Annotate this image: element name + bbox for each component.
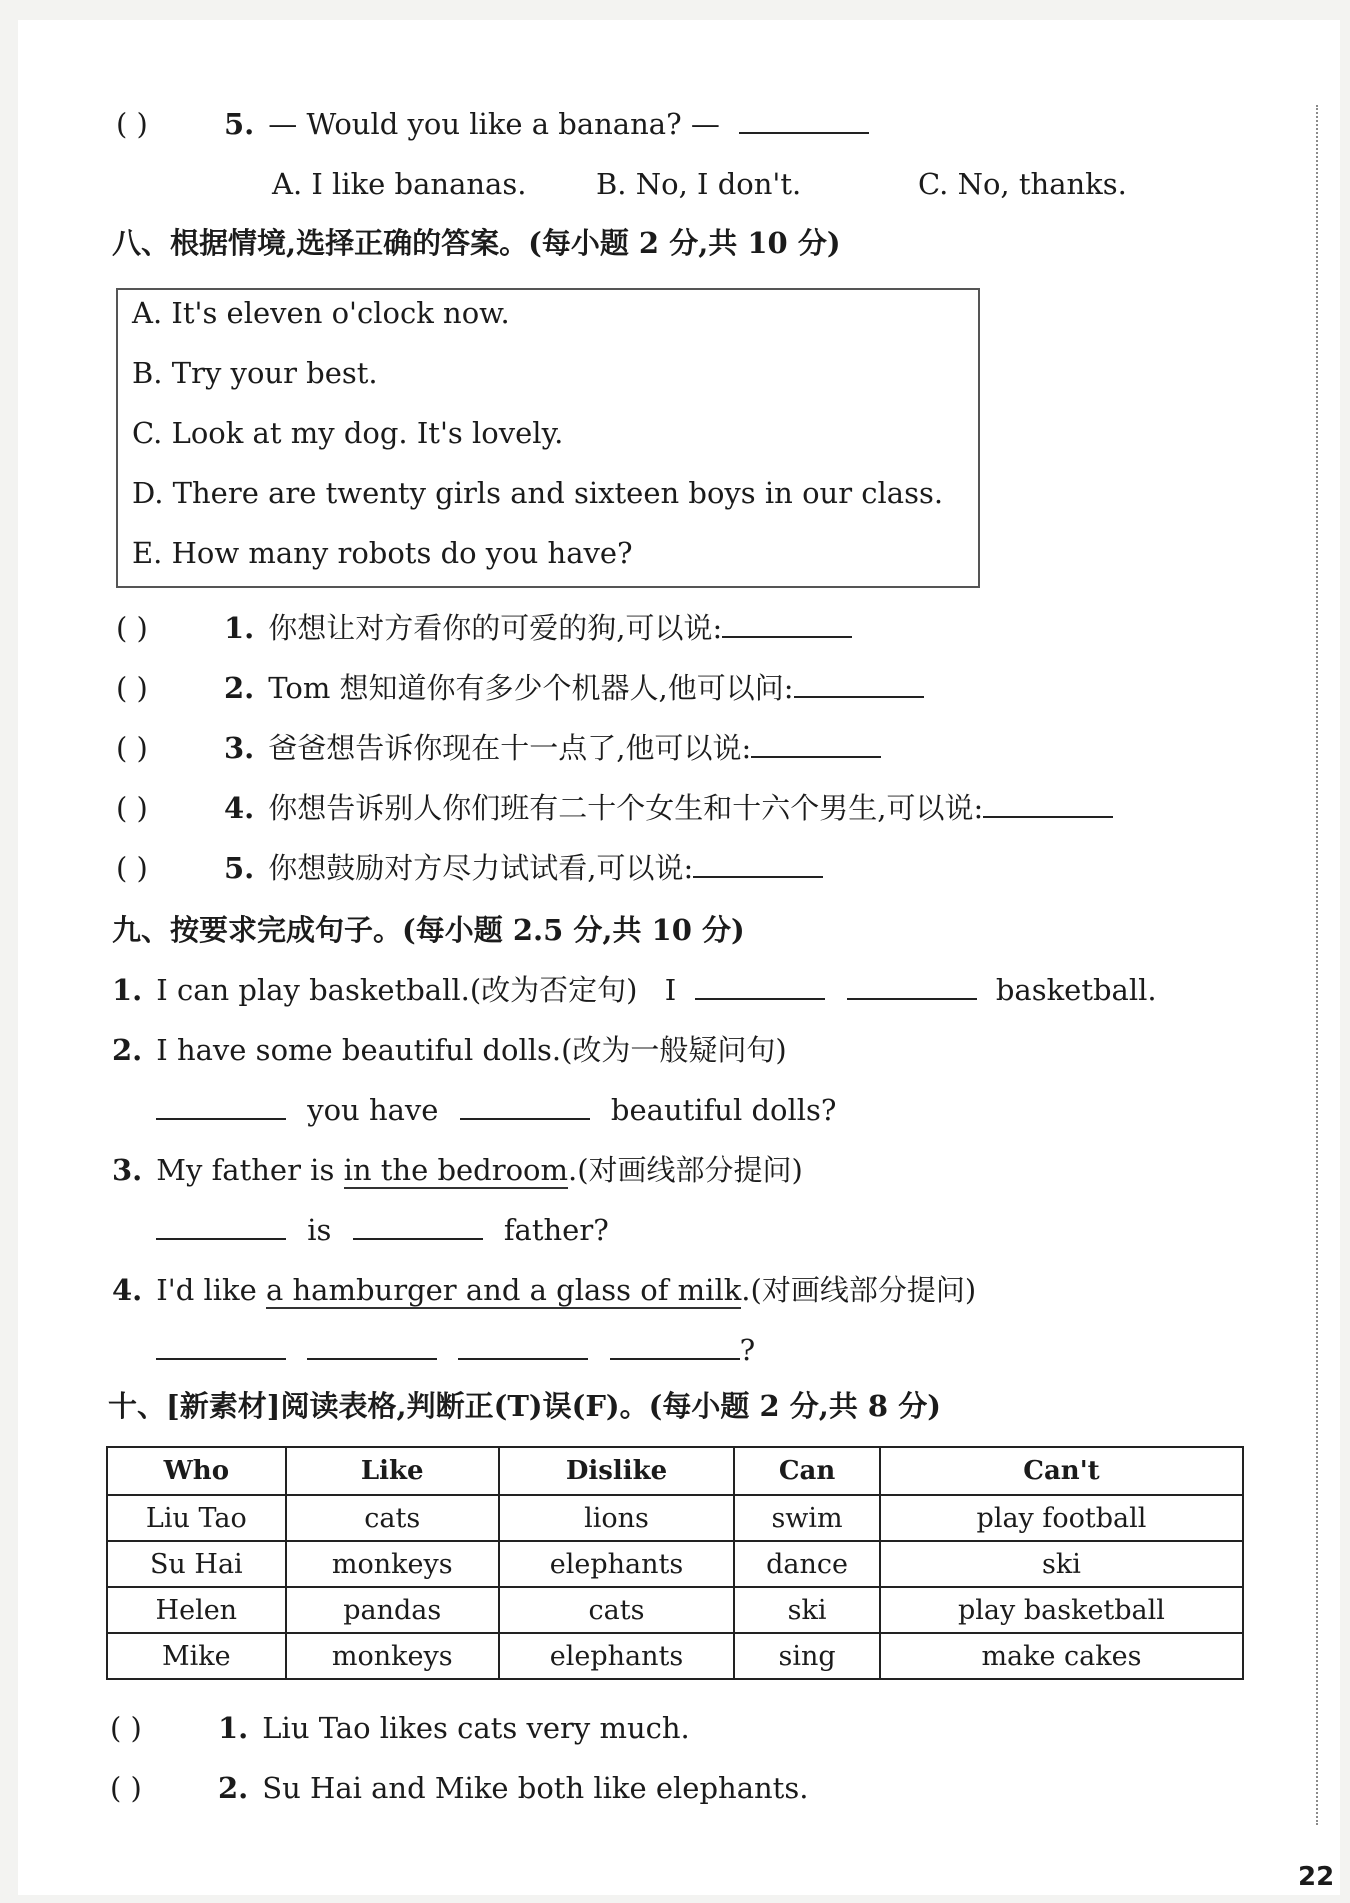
box-option-b: B. Try your best.	[132, 356, 378, 390]
answer-blank[interactable]	[353, 1212, 483, 1240]
table-row	[107, 1495, 1243, 1541]
item-number: 5.	[224, 851, 255, 885]
question-text-pre: I'd like	[156, 1273, 266, 1307]
item-text: Su Hai and Mike both like elephants.	[262, 1771, 809, 1805]
answer-paren[interactable]: ( )	[116, 107, 148, 141]
item-number: 2.	[224, 671, 255, 705]
answer-blank[interactable]	[610, 1332, 740, 1360]
item-number: 5.	[224, 107, 255, 141]
answer-paren[interactable]: ( )	[110, 1771, 142, 1805]
section10-heading: 十、[新素材]阅读表格,判断正(T)误(F)。(每小题 2 分,共 8 分)	[108, 1389, 941, 1423]
section9-q4	[112, 1272, 976, 1308]
question-number: 2.	[112, 1033, 143, 1067]
q7-item5	[116, 106, 869, 142]
header-cant: Can't	[880, 1447, 1243, 1495]
q7-item5-options	[272, 166, 1127, 202]
section8-item2	[116, 670, 924, 706]
answer-blank[interactable]	[983, 790, 1113, 818]
section9-q2	[112, 1032, 787, 1068]
section8-item4	[116, 790, 1113, 826]
underlined-phrase: a hamburger and a glass of milk	[266, 1273, 742, 1307]
item-text: 你想告诉别人你们班有二十个女生和十六个男生,可以说:	[268, 791, 984, 825]
table-cell: Mike	[107, 1633, 286, 1679]
question-number: 1.	[112, 973, 143, 1007]
answer-blank[interactable]	[794, 670, 924, 698]
header-dislike: Dislike	[499, 1447, 734, 1495]
table-cell: elephants	[499, 1541, 734, 1587]
table-cell: Liu Tao	[107, 1495, 286, 1541]
answer-blank[interactable]	[847, 972, 977, 1000]
item-number: 3.	[224, 731, 255, 765]
answer-blank[interactable]	[156, 1092, 286, 1120]
item-number: 1.	[218, 1711, 249, 1745]
question-text: — Would you like a banana? —	[268, 107, 720, 141]
answer-blank[interactable]	[751, 730, 881, 758]
table-cell: lions	[499, 1495, 734, 1541]
item-number: 4.	[224, 791, 255, 825]
table-cell: elephants	[499, 1633, 734, 1679]
answer-blank[interactable]	[722, 610, 852, 638]
answer-blank[interactable]	[307, 1332, 437, 1360]
header-who: Who	[107, 1447, 286, 1495]
table-cell: pandas	[286, 1587, 499, 1633]
section9-heading: 九、按要求完成句子。(每小题 2.5 分,共 10 分)	[112, 913, 745, 947]
table-row	[107, 1541, 1243, 1587]
answer-end: father?	[503, 1213, 609, 1247]
heading-rest: 阅读表格,判断正(T)误(F)。(每小题 2 分,共 8 分)	[280, 1389, 941, 1423]
answer-end: beautiful dolls?	[610, 1093, 837, 1127]
section8-item1	[116, 610, 852, 646]
table-cell: play football	[880, 1495, 1243, 1541]
box-option-a: A. It's eleven o'clock now.	[132, 296, 510, 330]
answer-blank[interactable]	[458, 1332, 588, 1360]
question-number: 3.	[112, 1153, 143, 1187]
item-text: 爸爸想告诉你现在十一点了,他可以说:	[268, 731, 752, 765]
table-cell: monkeys	[286, 1633, 499, 1679]
section9-q4-answer	[156, 1332, 755, 1368]
table-cell: make cakes	[880, 1633, 1243, 1679]
table-cell: ski	[880, 1541, 1243, 1587]
answer-mid: is	[307, 1213, 332, 1247]
box-option-d: D. There are twenty girls and sixteen boys in our class.	[132, 476, 944, 510]
section8-item3	[116, 730, 881, 766]
item-number: 1.	[224, 611, 255, 645]
section10-item1	[110, 1710, 690, 1746]
question-text: I have some beautiful dolls.(改为一般疑问句)	[156, 1033, 787, 1067]
answer-mid: you have	[307, 1093, 439, 1127]
answer-paren[interactable]: ( )	[116, 731, 148, 765]
answer-start: I	[664, 973, 677, 1007]
table-cell: monkeys	[286, 1541, 499, 1587]
table-cell: ski	[734, 1587, 880, 1633]
question-text-post: .(对画线部分提问)	[741, 1273, 977, 1307]
item-text: 你想鼓励对方尽力试试看,可以说:	[268, 851, 694, 885]
options-box	[116, 288, 980, 588]
page-number: 22	[1298, 1862, 1335, 1892]
answer-blank[interactable]	[156, 1212, 286, 1240]
header-like: Like	[286, 1447, 499, 1495]
question-text-post: .(对画线部分提问)	[568, 1153, 803, 1187]
info-table	[106, 1446, 1244, 1680]
option-c: C. No, thanks.	[918, 167, 1127, 201]
question-text-pre: My father is	[156, 1153, 344, 1187]
table-cell: dance	[734, 1541, 880, 1587]
answer-paren[interactable]: ( )	[116, 791, 148, 825]
answer-end: ?	[739, 1333, 756, 1367]
answer-blank[interactable]	[693, 850, 823, 878]
answer-blank[interactable]	[156, 1332, 286, 1360]
header-can: Can	[734, 1447, 880, 1495]
item-text: 你想让对方看你的可爱的狗,可以说:	[268, 611, 723, 645]
binding-dotted-line	[1316, 105, 1318, 1825]
table-cell: Helen	[107, 1587, 286, 1633]
table-cell: sing	[734, 1633, 880, 1679]
table-cell: play basketball	[880, 1587, 1243, 1633]
answer-end: basketball.	[995, 973, 1157, 1007]
table-cell: Su Hai	[107, 1541, 286, 1587]
answer-paren[interactable]: ( )	[110, 1711, 142, 1745]
section9-q3-answer	[156, 1212, 609, 1248]
box-option-e: E. How many robots do you have?	[132, 536, 633, 570]
section10-item2	[110, 1770, 808, 1806]
answer-paren[interactable]: ( )	[116, 611, 148, 645]
section8-heading: 八、根据情境,选择正确的答案。(每小题 2 分,共 10 分)	[112, 226, 841, 260]
table-header-row	[107, 1447, 1243, 1495]
box-option-c: C. Look at my dog. It's lovely.	[132, 416, 564, 450]
section9-q2-answer	[156, 1092, 836, 1128]
answer-blank[interactable]	[695, 972, 825, 1000]
answer-paren[interactable]: ( )	[116, 671, 148, 705]
section9-q3	[112, 1152, 803, 1188]
new-material-tag: 新素材	[179, 1389, 267, 1423]
question-text: I can play basketball.(改为否定句)	[156, 973, 638, 1007]
option-a: A. I like bananas.	[272, 167, 527, 201]
heading-prefix: 十、	[108, 1389, 167, 1423]
table-cell: cats	[499, 1587, 734, 1633]
question-number: 4.	[112, 1273, 143, 1307]
section8-item5	[116, 850, 823, 886]
item-text: Tom 想知道你有多少个机器人,他可以问:	[268, 671, 794, 705]
section9-q1	[112, 972, 1157, 1008]
answer-blank[interactable]	[739, 106, 869, 134]
table-cell: cats	[286, 1495, 499, 1541]
answer-blank[interactable]	[460, 1092, 590, 1120]
option-b: B. No, I don't.	[596, 167, 802, 201]
underlined-phrase: in the bedroom	[343, 1153, 569, 1187]
table-row	[107, 1633, 1243, 1679]
item-text: Liu Tao likes cats very much.	[262, 1711, 690, 1745]
answer-paren[interactable]: ( )	[116, 851, 148, 885]
table-row	[107, 1587, 1243, 1633]
item-number: 2.	[218, 1771, 249, 1805]
table-cell: swim	[734, 1495, 880, 1541]
